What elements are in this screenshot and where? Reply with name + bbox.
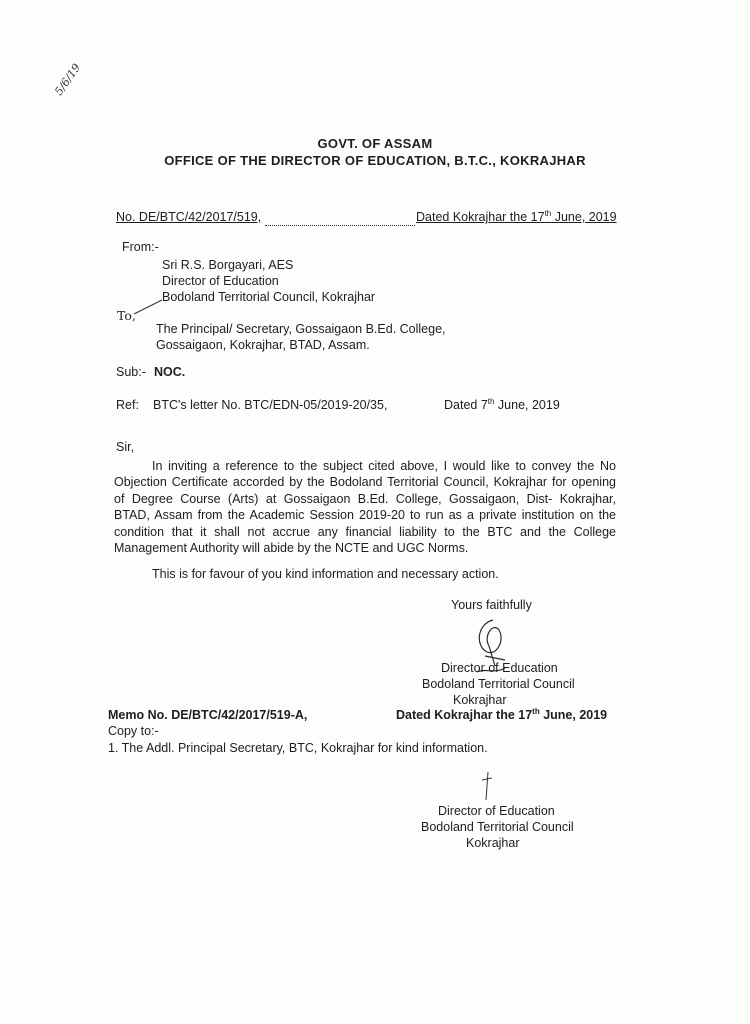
letter-number-rule — [265, 225, 415, 226]
body-line: of Degree Course (Arts) at Gossaigaon B.Ed. College, Gossaigaon, Dist- Kokrajhar, — [114, 491, 616, 506]
signoff2-designation: Director of Education — [438, 804, 555, 818]
signoff-designation: Director of Education — [441, 661, 558, 675]
signoff-closing: Yours faithfully — [451, 598, 532, 612]
body-line: BTAD, Assam from the Academic Session 2019-20 to run as a private institution on the — [114, 508, 616, 523]
copy-item: 1. The Addl. Principal Secretary, BTC, Kokrajhar for kind information. — [108, 741, 488, 755]
letter-number: No. DE/BTC/42/2017/519, — [116, 210, 262, 224]
body-closing-line: This is for favour of you kind information and necessary action. — [152, 567, 499, 581]
body-paragraph — [114, 458, 616, 556]
from-office: Bodoland Territorial Council, Kokrajhar — [162, 290, 376, 304]
reference-value: BTC's letter No. BTC/EDN-05/2019-20/35, — [153, 398, 388, 412]
initial-mark — [478, 770, 498, 804]
reference-label: Ref: — [116, 398, 139, 412]
salutation: Sir, — [116, 440, 135, 454]
memo-date: Dated Kokrajhar the 17th June, 2019 — [396, 706, 608, 722]
to-label: To, — [117, 308, 136, 323]
subject-value: NOC. — [154, 365, 186, 379]
memo-number: Memo No. DE/BTC/42/2017/519-A, — [108, 708, 308, 722]
to-stroke-mark — [132, 298, 172, 318]
from-designation: Director of Education — [162, 274, 279, 288]
subject-label: Sub:- — [116, 365, 146, 379]
copy-to-label: Copy to:- — [108, 724, 159, 738]
to-line1: The Principal/ Secretary, Gossaigaon B.Ed. College, — [156, 322, 446, 336]
body-line: In inviting a reference to the subject cited above, I would like to convey the No — [152, 459, 616, 473]
signoff2-place: Kokrajhar — [466, 836, 520, 850]
reference-date: Dated 7th June, 2019 — [444, 396, 560, 412]
to-line2: Gossaigaon, Kokrajhar, BTAD, Assam. — [156, 338, 370, 352]
from-name: Sri R.S. Borgayari, AES — [162, 258, 294, 272]
signoff-place: Kokrajhar — [453, 693, 507, 707]
header-office: OFFICE OF THE DIRECTOR OF EDUCATION, B.T.C., KOKRAJHAR — [164, 153, 586, 168]
letter-date: Dated Kokrajhar the 17th June, 2019 — [416, 208, 617, 224]
margin-note: 5/6/19 — [52, 61, 84, 98]
body-line: Objection Certificate accorded by the Bodoland Territorial Council, Kokrajhar for opening — [114, 475, 616, 490]
body-line: condition that it shall not accrue any financial liability to the BTC and the College — [114, 524, 616, 539]
header-govt: GOVT. OF ASSAM — [317, 136, 433, 151]
signoff-office: Bodoland Territorial Council — [422, 677, 575, 691]
from-label: From:- — [122, 240, 159, 254]
signoff2-office: Bodoland Territorial Council — [421, 820, 574, 834]
body-line: Management Authority will abide by the NCTE and UGC Norms. — [114, 541, 469, 556]
